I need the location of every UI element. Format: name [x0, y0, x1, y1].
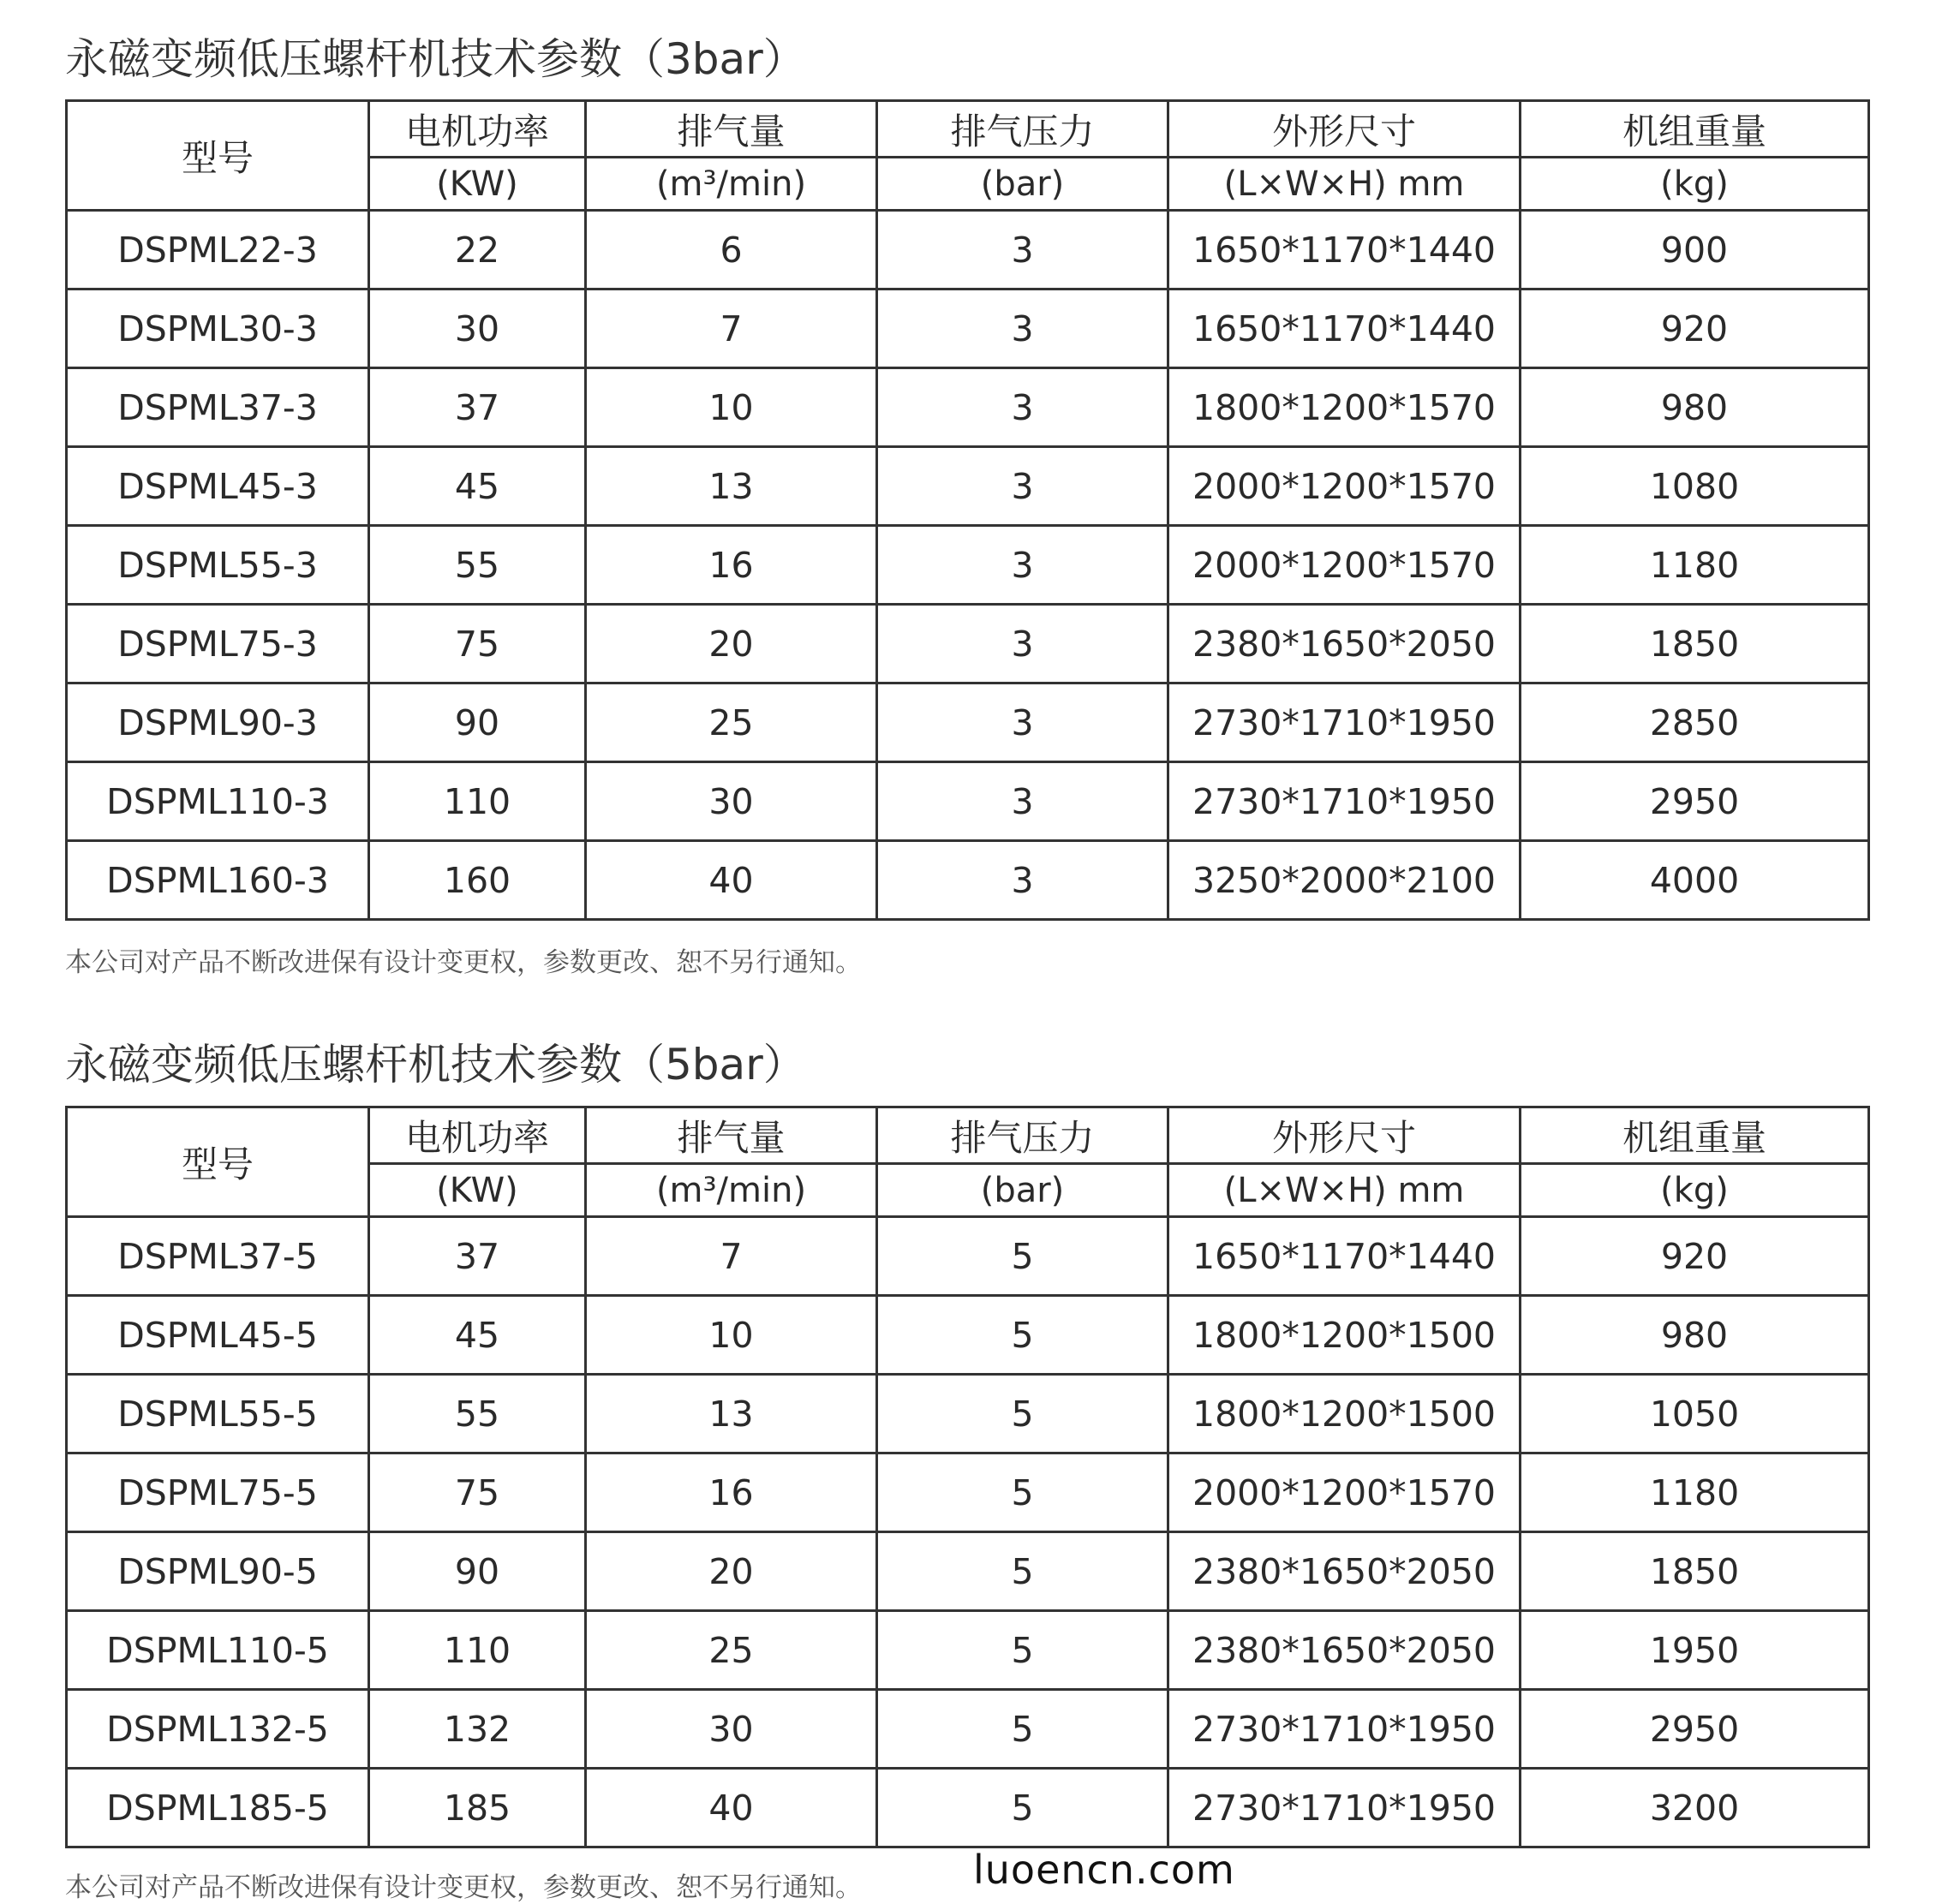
cell-model: DSPML45-3 — [67, 447, 369, 526]
cell-weight: 1180 — [1521, 526, 1869, 605]
spec-table-5bar — [65, 1106, 1870, 1848]
cell-model: DSPML160-3 — [67, 841, 369, 920]
cell-power: 110 — [369, 1611, 586, 1690]
cell-weight: 900 — [1521, 211, 1869, 289]
table-row — [67, 526, 1869, 605]
cell-power: 132 — [369, 1690, 586, 1769]
cell-dimensions: 2730*1710*1950 — [1168, 1690, 1521, 1769]
header-unit-weight: 机组重量 — [1521, 1107, 1869, 1164]
header-motor-power: 电机功率 — [369, 1107, 586, 1164]
cell-power: 160 — [369, 841, 586, 920]
cell-model: DSPML37-3 — [67, 368, 369, 447]
cell-pressure: 5 — [877, 1532, 1168, 1611]
table-row — [67, 1453, 1869, 1532]
cell-power: 90 — [369, 1532, 586, 1611]
cell-pressure: 3 — [877, 289, 1168, 368]
cell-pressure: 5 — [877, 1769, 1168, 1847]
cell-model: DSPML75-3 — [67, 605, 369, 683]
cell-weight: 1080 — [1521, 447, 1869, 526]
table-row — [67, 211, 1869, 289]
header-air-delivery: 排气量 — [586, 1107, 877, 1164]
header-model: 型号 — [67, 101, 369, 211]
unit-motor-power: (KW) — [369, 158, 586, 211]
cell-model: DSPML110-3 — [67, 762, 369, 841]
table-row — [67, 1532, 1869, 1611]
header-dimensions: 外形尺寸 — [1168, 1107, 1521, 1164]
cell-weight: 1850 — [1521, 605, 1869, 683]
cell-dimensions: 1650*1170*1440 — [1168, 289, 1521, 368]
cell-pressure: 5 — [877, 1690, 1168, 1769]
cell-dimensions: 2730*1710*1950 — [1168, 683, 1521, 762]
cell-pressure: 5 — [877, 1296, 1168, 1375]
table-row — [67, 1217, 1869, 1296]
cell-dimensions: 1800*1200*1500 — [1168, 1375, 1521, 1453]
cell-power: 75 — [369, 1453, 586, 1532]
cell-air-delivery: 10 — [586, 368, 877, 447]
cell-air-delivery: 40 — [586, 1769, 877, 1847]
cell-weight: 3200 — [1521, 1769, 1869, 1847]
table-row — [67, 1375, 1869, 1453]
table-row — [67, 841, 1869, 920]
spec-table-3bar — [65, 99, 1870, 921]
cell-power: 45 — [369, 447, 586, 526]
header-model: 型号 — [67, 1107, 369, 1217]
unit-exhaust-pressure: (bar) — [877, 158, 1168, 211]
unit-motor-power: (KW) — [369, 1164, 586, 1217]
cell-weight: 980 — [1521, 368, 1869, 447]
cell-power: 45 — [369, 1296, 586, 1375]
unit-dimensions: (L×W×H) mm — [1168, 1164, 1521, 1217]
unit-dimensions: (L×W×H) mm — [1168, 158, 1521, 211]
cell-weight: 920 — [1521, 289, 1869, 368]
cell-weight: 2850 — [1521, 683, 1869, 762]
disclaimer-note-5bar: 本公司对产品不断改进保有设计变更权，参数更改、恕不另行通知。 — [65, 1872, 862, 1903]
unit-exhaust-pressure: (bar) — [877, 1164, 1168, 1217]
cell-air-delivery: 10 — [586, 1296, 877, 1375]
cell-pressure: 5 — [877, 1453, 1168, 1532]
cell-pressure: 5 — [877, 1611, 1168, 1690]
cell-pressure: 3 — [877, 605, 1168, 683]
header-dimensions: 外形尺寸 — [1168, 101, 1521, 158]
cell-weight: 1050 — [1521, 1375, 1869, 1453]
header-air-delivery: 排气量 — [586, 101, 877, 158]
cell-weight: 2950 — [1521, 762, 1869, 841]
cell-dimensions: 1650*1170*1440 — [1168, 1217, 1521, 1296]
cell-power: 185 — [369, 1769, 586, 1847]
cell-dimensions: 1800*1200*1500 — [1168, 1296, 1521, 1375]
unit-air-delivery: (m³/min) — [586, 1164, 877, 1217]
cell-pressure: 5 — [877, 1375, 1168, 1453]
section-title-3bar: 永磁变频低压螺杆机技术参数（3bar） — [65, 34, 806, 84]
cell-air-delivery: 30 — [586, 1690, 877, 1769]
cell-model: DSPML37-5 — [67, 1217, 369, 1296]
cell-power: 55 — [369, 526, 586, 605]
cell-dimensions: 3250*2000*2100 — [1168, 841, 1521, 920]
cell-model: DSPML45-5 — [67, 1296, 369, 1375]
table-row — [67, 605, 1869, 683]
cell-pressure: 3 — [877, 526, 1168, 605]
cell-model: DSPML185-5 — [67, 1769, 369, 1847]
cell-dimensions: 1650*1170*1440 — [1168, 211, 1521, 289]
cell-weight: 2950 — [1521, 1690, 1869, 1769]
cell-power: 55 — [369, 1375, 586, 1453]
cell-air-delivery: 25 — [586, 683, 877, 762]
cell-air-delivery: 20 — [586, 1532, 877, 1611]
cell-dimensions: 2730*1710*1950 — [1168, 1769, 1521, 1847]
table-row — [67, 1769, 1869, 1847]
cell-pressure: 3 — [877, 841, 1168, 920]
unit-air-delivery: (m³/min) — [586, 158, 877, 211]
table-row — [67, 1296, 1869, 1375]
cell-air-delivery: 6 — [586, 211, 877, 289]
cell-power: 37 — [369, 368, 586, 447]
cell-weight: 1850 — [1521, 1532, 1869, 1611]
cell-pressure: 3 — [877, 368, 1168, 447]
cell-weight: 1950 — [1521, 1611, 1869, 1690]
cell-power: 90 — [369, 683, 586, 762]
table-row — [67, 289, 1869, 368]
table-row — [67, 762, 1869, 841]
cell-dimensions: 2380*1650*2050 — [1168, 605, 1521, 683]
cell-air-delivery: 13 — [586, 447, 877, 526]
cell-dimensions: 2000*1200*1570 — [1168, 447, 1521, 526]
table-row — [67, 683, 1869, 762]
cell-air-delivery: 13 — [586, 1375, 877, 1453]
cell-model: DSPML22-3 — [67, 211, 369, 289]
cell-model: DSPML132-5 — [67, 1690, 369, 1769]
cell-weight: 920 — [1521, 1217, 1869, 1296]
section-title-5bar: 永磁变频低压螺杆机技术参数（5bar） — [65, 1040, 806, 1089]
cell-dimensions: 2380*1650*2050 — [1168, 1532, 1521, 1611]
cell-model: DSPML110-5 — [67, 1611, 369, 1690]
cell-model: DSPML30-3 — [67, 289, 369, 368]
cell-pressure: 5 — [877, 1217, 1168, 1296]
table-row — [67, 1611, 1869, 1690]
cell-weight: 980 — [1521, 1296, 1869, 1375]
cell-dimensions: 2380*1650*2050 — [1168, 1611, 1521, 1690]
header-row-names — [67, 1107, 1869, 1164]
cell-power: 75 — [369, 605, 586, 683]
cell-air-delivery: 20 — [586, 605, 877, 683]
cell-air-delivery: 7 — [586, 1217, 877, 1296]
cell-power: 22 — [369, 211, 586, 289]
header-motor-power: 电机功率 — [369, 101, 586, 158]
cell-pressure: 3 — [877, 683, 1168, 762]
unit-unit-weight: (kg) — [1521, 1164, 1869, 1217]
cell-model: DSPML90-5 — [67, 1532, 369, 1611]
cell-dimensions: 2000*1200*1570 — [1168, 526, 1521, 605]
cell-dimensions: 2730*1710*1950 — [1168, 762, 1521, 841]
cell-pressure: 3 — [877, 447, 1168, 526]
cell-air-delivery: 40 — [586, 841, 877, 920]
cell-weight: 1180 — [1521, 1453, 1869, 1532]
table-row — [67, 1690, 1869, 1769]
header-exhaust-pressure: 排气压力 — [877, 101, 1168, 158]
cell-pressure: 3 — [877, 211, 1168, 289]
cell-model: DSPML90-3 — [67, 683, 369, 762]
cell-weight: 4000 — [1521, 841, 1869, 920]
cell-air-delivery: 16 — [586, 526, 877, 605]
header-row-names — [67, 101, 1869, 158]
cell-dimensions: 1800*1200*1570 — [1168, 368, 1521, 447]
cell-power: 30 — [369, 289, 586, 368]
cell-dimensions: 2000*1200*1570 — [1168, 1453, 1521, 1532]
site-watermark: luoencn.com — [973, 1847, 1235, 1893]
cell-pressure: 3 — [877, 762, 1168, 841]
cell-model: DSPML55-3 — [67, 526, 369, 605]
cell-air-delivery: 7 — [586, 289, 877, 368]
cell-air-delivery: 16 — [586, 1453, 877, 1532]
header-exhaust-pressure: 排气压力 — [877, 1107, 1168, 1164]
table-row — [67, 447, 1869, 526]
table-row — [67, 368, 1869, 447]
cell-power: 37 — [369, 1217, 586, 1296]
disclaimer-note-3bar: 本公司对产品不断改进保有设计变更权，参数更改、恕不另行通知。 — [65, 947, 862, 978]
cell-model: DSPML55-5 — [67, 1375, 369, 1453]
cell-model: DSPML75-5 — [67, 1453, 369, 1532]
header-unit-weight: 机组重量 — [1521, 101, 1869, 158]
cell-power: 110 — [369, 762, 586, 841]
cell-air-delivery: 25 — [586, 1611, 877, 1690]
unit-unit-weight: (kg) — [1521, 158, 1869, 211]
cell-air-delivery: 30 — [586, 762, 877, 841]
